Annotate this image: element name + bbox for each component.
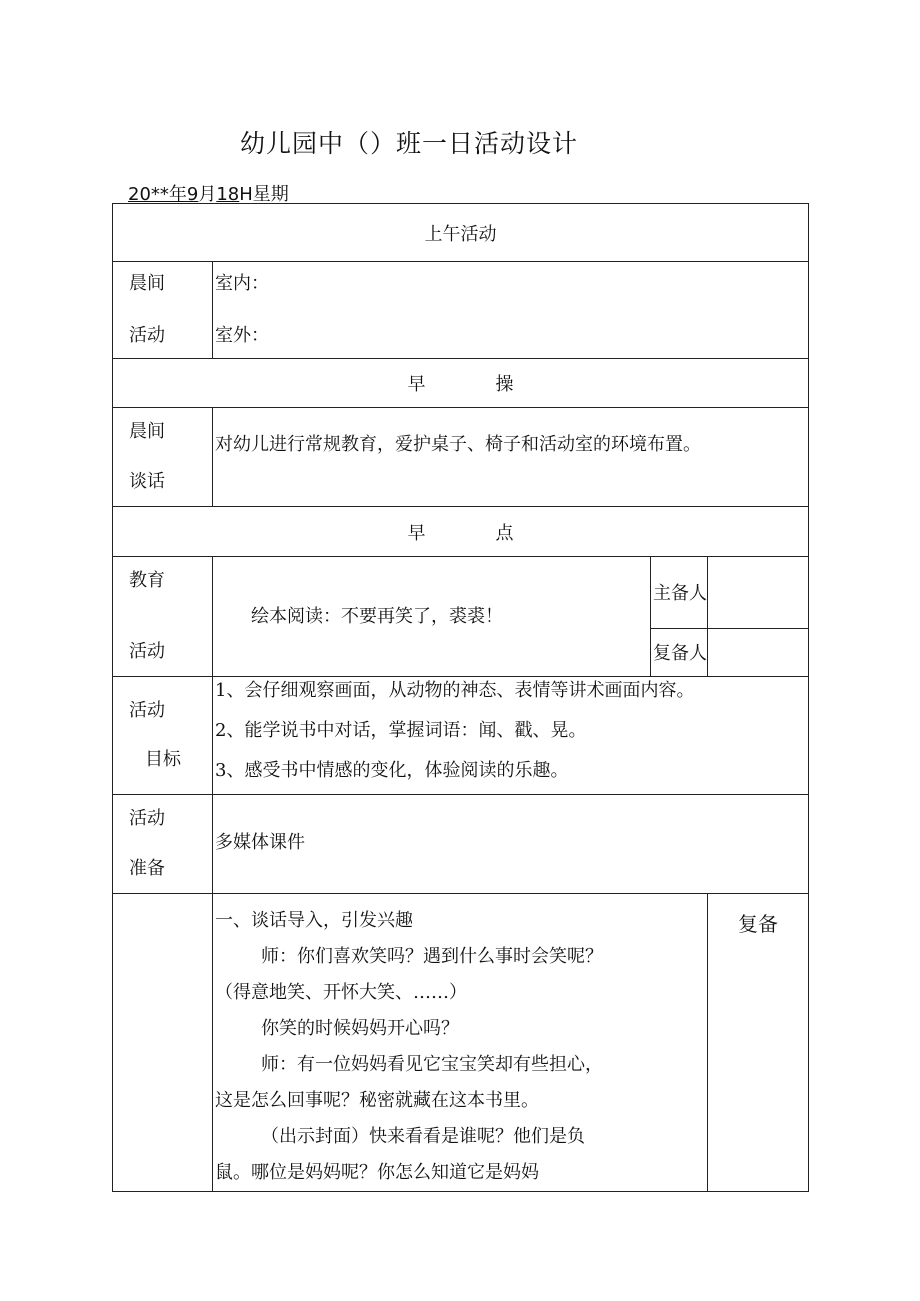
morning-title-row <box>113 204 809 262</box>
goals-label: 活动 目标 <box>113 677 213 795</box>
goal-item: 1、会仔细观察画面，从动物的神态、表情等讲术画面内容。 <box>215 680 695 701</box>
process-row <box>113 894 809 1192</box>
page-title: 幼儿园中（）班一日活动设计 <box>240 129 579 158</box>
snack-row <box>113 507 809 557</box>
education-content: 绘本阅读：不要再笑了，裘裘！ <box>213 557 651 677</box>
morning-activity-row <box>113 262 809 359</box>
process-line: （得意地笑、开怀大笑、……） <box>215 982 467 1003</box>
morning-talk-label: 晨间 谈话 <box>113 408 213 507</box>
goals-row <box>113 677 809 795</box>
education-row-top <box>113 557 809 629</box>
date-weekday: H星期 <box>239 184 289 205</box>
date-day: 18 <box>216 184 240 205</box>
goals-content <box>213 677 809 795</box>
process-label <box>113 894 213 1192</box>
co-preparer-label: 复备人 <box>651 628 708 676</box>
morning-talk-content: 对幼儿进行常规教育，爱护桌子、椅子和活动室的环境布置。 <box>213 408 809 507</box>
date-year: 20**年 <box>128 184 187 205</box>
preparation-label: 活动 准备 <box>113 795 213 894</box>
morning-activity-label: 晨间 活动 <box>113 262 213 359</box>
goal-item: 2、能学说书中对话，掌握词语：闻、戳、晃。 <box>215 720 587 741</box>
morning-talk-row <box>113 408 809 507</box>
exercise-row <box>113 359 809 408</box>
process-line: 师：你们喜欢笑吗？遇到什么事时会笑呢？ <box>261 946 603 967</box>
exercise-title: 早 操 <box>113 359 809 408</box>
main-preparer-label: 主备人 <box>651 557 708 629</box>
co-preparation-label: 复备 <box>738 912 779 936</box>
preparation-row <box>113 795 809 894</box>
preparation-content: 多媒体课件 <box>213 795 809 894</box>
process-line: 这是怎么回事呢？秘密就藏在这本书里。 <box>215 1090 539 1111</box>
co-preparer-value <box>708 628 809 676</box>
process-heading: 一、谈话导入，引发兴趣 <box>215 910 413 931</box>
main-preparer-value <box>708 557 809 629</box>
outdoor-label: 室外： <box>215 325 269 346</box>
process-side <box>708 894 809 1192</box>
process-line: 鼠。哪位是妈妈呢？你怎么知道它是妈妈 <box>215 1162 539 1183</box>
morning-title: 上午活动 <box>113 204 809 262</box>
morning-activity-content <box>213 262 809 359</box>
process-line: （出示封面）快来看看是谁呢？他们是负 <box>261 1126 585 1147</box>
snack-title: 早 点 <box>113 507 809 557</box>
process-content <box>213 894 708 1192</box>
goal-item: 3、感受书中情感的变化，体验阅读的乐趣。 <box>215 760 569 781</box>
process-line: 师：有一位妈妈看见它宝宝笑却有些担心， <box>261 1054 603 1075</box>
process-line: 你笑的时候妈妈开心吗？ <box>261 1018 459 1039</box>
date-month-unit: 月 <box>198 184 217 205</box>
indoor-label: 室内： <box>215 273 269 294</box>
date-month: 9 <box>186 184 199 205</box>
activity-plan-table <box>112 203 809 1192</box>
education-label: 教育 活动 <box>113 557 213 677</box>
